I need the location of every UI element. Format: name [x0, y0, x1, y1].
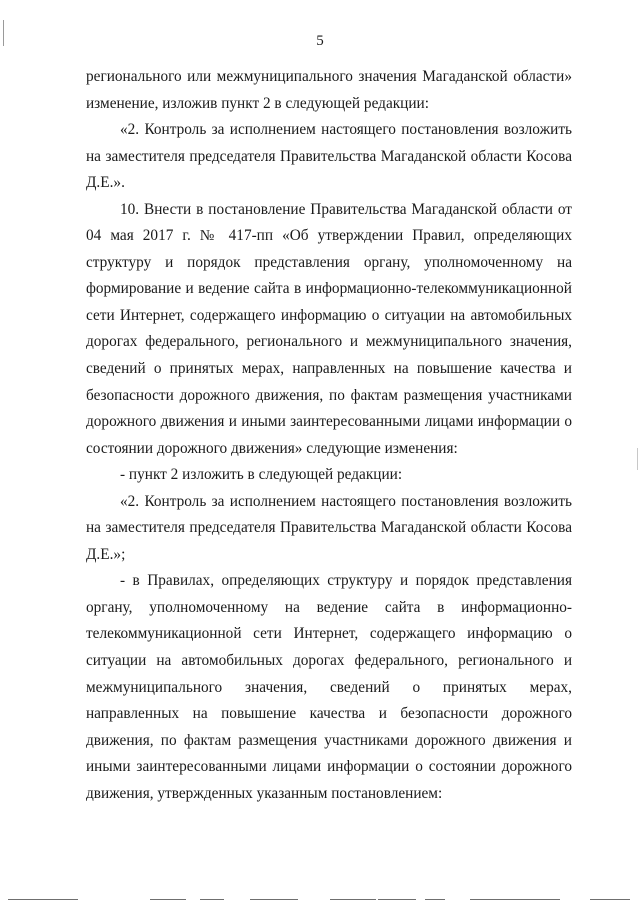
- paragraph-4: - пункт 2 изложить в следующей редакции:: [120, 466, 403, 484]
- paragraph-6: - в Правилах, определяющих структуру и порядок представления органу, уполномоченному на ведение сайта в информационно-телекоммуникационной сети Интернет, содержащего информацию о ситуации на автомобильных дорогах федерального, регионального и межмуниципального значения, сведений о принятых мерах, направленных на повышение качества и безопасности дорожного движения, по фактам размещения участниками дорожного движения и иными заинтересованными лицами информации о состоянии дорожного движения, утвержденных указанным постановлением:: [86, 572, 572, 802]
- paragraph-2: «2. Контроль за исполнением настоящего постановления возложить на заместителя председателя Правительства Магаданской области Косова Д.Е.».: [86, 121, 572, 192]
- paragraph-5: «2. Контроль за исполнением настоящего постановления возложить на заместителя председателя Правительства Магаданской области Косова Д.Е.»;: [86, 492, 572, 563]
- document-body: [86, 64, 572, 807]
- scan-edge-mark: [637, 448, 638, 470]
- page-number: 5: [316, 33, 324, 49]
- paragraph-1: регионального или межмуниципального значения Магаданской области» изменение, изложив пункт 2 в следующей редакции:: [86, 68, 572, 112]
- paragraph-3: 10. Внести в постановление Правительства Магаданской области от 04 мая 2017 г. № 417-пп «Об утверждении Правил, определяющих структуру и порядок представления органу, уполномоченному на формирование и ведение сайта в информационно-телекоммуникационной сети Интернет, содержащего информацию о ситуации на автомобильных дорогах федерального, регионального и межмуниципального значения, сведений о принятых мерах, направленных на повышение качества и безопасности дорожного движения, по фактам размещения участниками дорожного движения и иными заинтересованными лицами информации о состоянии дорожного движения» следующие изменения:: [86, 200, 572, 457]
- scan-bottom-edge: [0, 899, 640, 901]
